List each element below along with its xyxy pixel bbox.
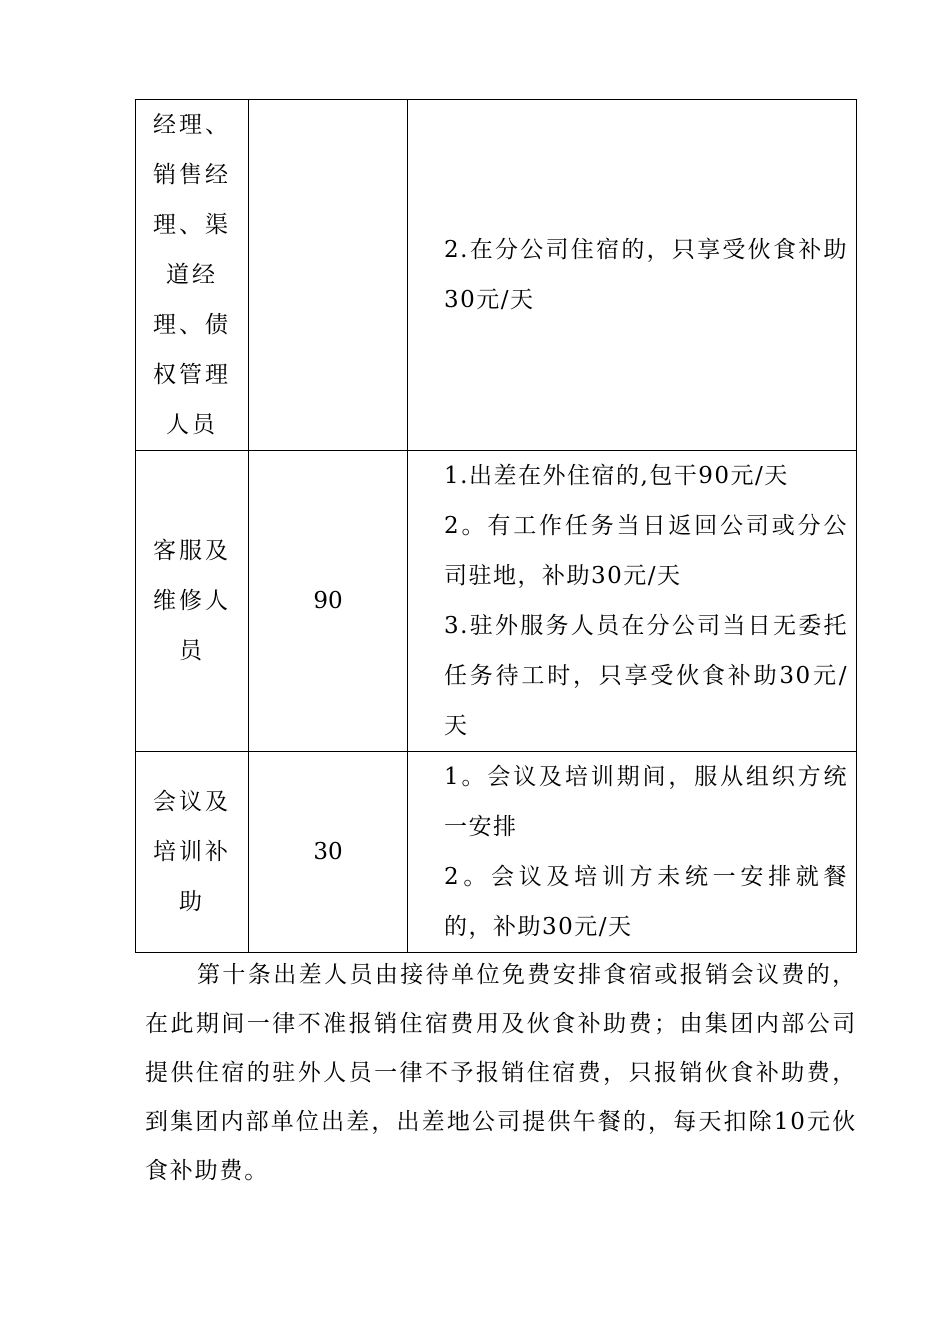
amount-cell bbox=[249, 100, 408, 451]
category-cell bbox=[136, 100, 249, 451]
note-line: 2。会议及培训方未统一安排就餐的，补助30元/天 bbox=[444, 864, 848, 940]
table-row bbox=[136, 752, 857, 953]
table-row bbox=[136, 100, 857, 451]
category-text: 客服及维修人员 bbox=[153, 538, 231, 664]
article-ten-paragraph: 第十条出差人员由接待单位免费安排食宿或报销会议费的，在此期间一律不准报销住宿费用及伙食补助费；由集团内部公司提供住宿的驻外人员一律不予报销住宿费，只报销伙食补助费，到集团内部单位出差，出差地公司提供午餐的，每天扣除10元伙食补助费。 bbox=[145, 962, 857, 1184]
note-line: 1.出差在外住宿的,包干90元/天 bbox=[444, 463, 789, 489]
notes-cell bbox=[408, 752, 857, 953]
note-line: 2。有工作任务当日返回公司或分公司驻地，补助30元/天 bbox=[444, 513, 848, 589]
amount-cell bbox=[249, 451, 408, 752]
amount-text: 90 bbox=[313, 588, 343, 614]
notes-cell bbox=[408, 100, 857, 451]
note-line: 1。会议及培训期间，服从组织方统一安排 bbox=[444, 764, 848, 840]
category-cell bbox=[136, 451, 249, 752]
notes-cell bbox=[408, 451, 857, 752]
note-line: 2.在分公司住宿的，只享受伙食补助30元/天 bbox=[444, 237, 848, 313]
note-line: 3.驻外服务人员在分公司当日无委托任务待工时，只享受伙食补助30元/天 bbox=[444, 613, 848, 739]
category-text: 经理、销售经理、渠道经理、债权管理人员 bbox=[153, 112, 231, 438]
category-cell bbox=[136, 752, 249, 953]
category-text: 会议及培训补助 bbox=[153, 789, 231, 915]
allowance-table bbox=[135, 99, 857, 953]
amount-text: 30 bbox=[313, 839, 343, 865]
table-row bbox=[136, 451, 857, 752]
amount-cell bbox=[249, 752, 408, 953]
